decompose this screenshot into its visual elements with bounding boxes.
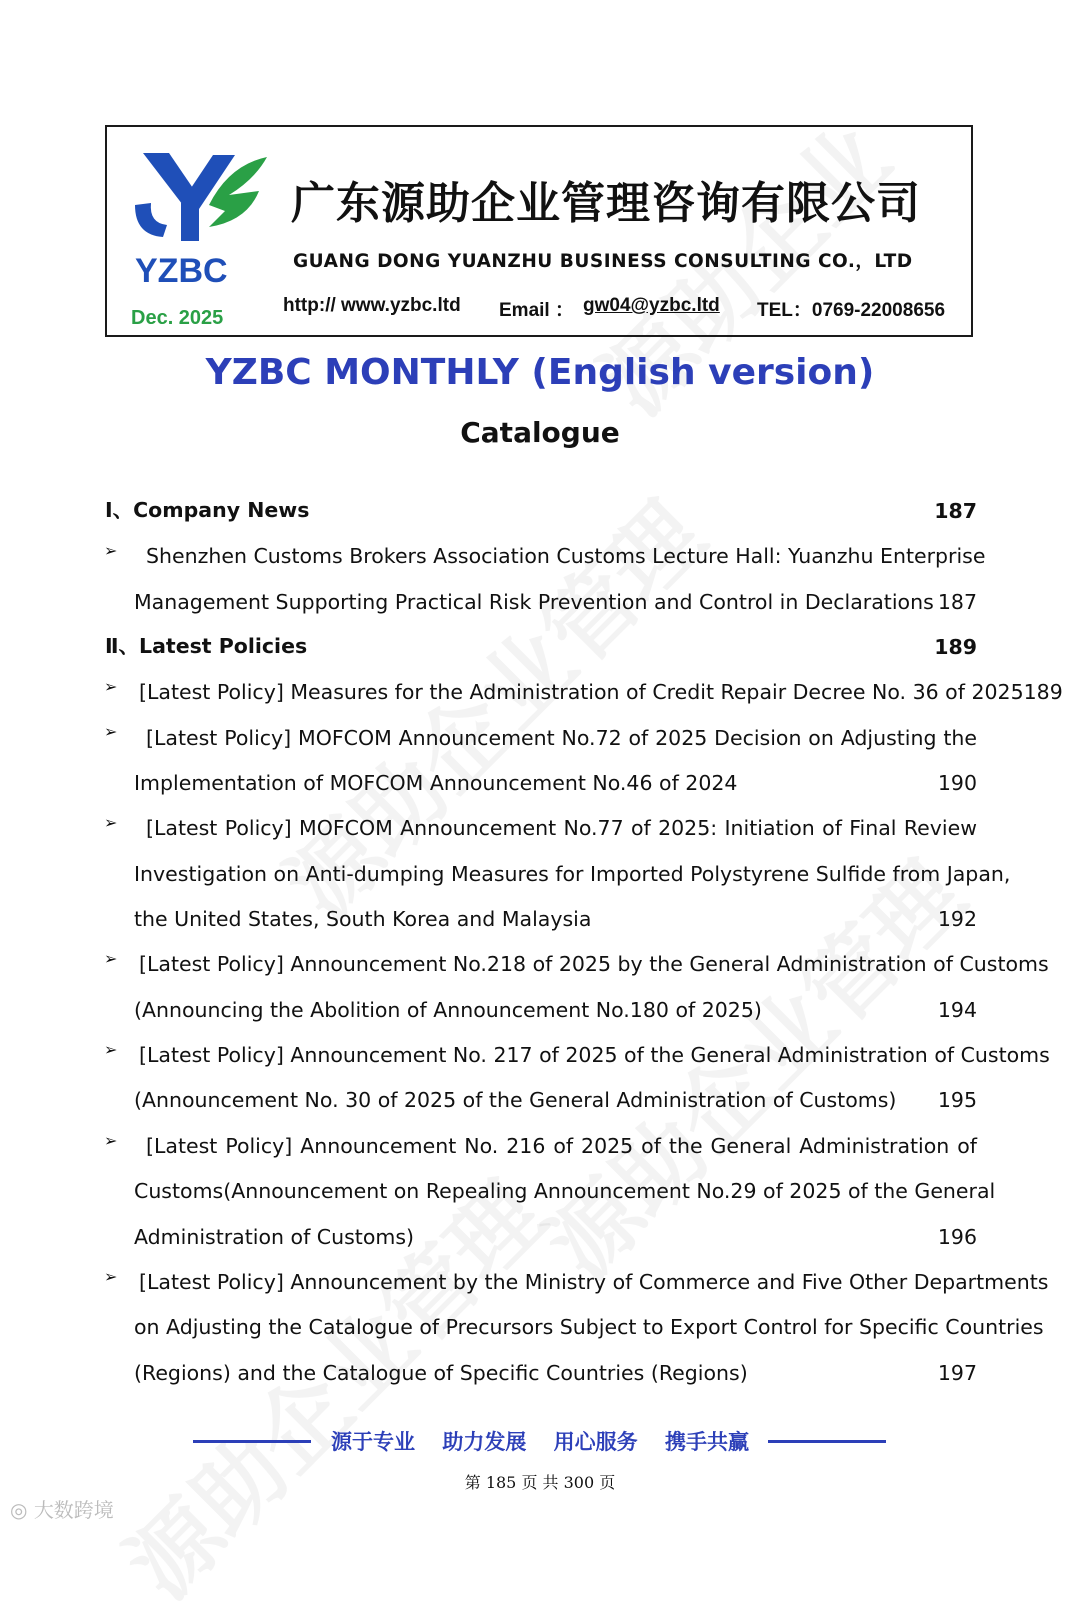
email-link[interactable]: gw04@yzbc.ltd <box>583 295 720 316</box>
toc-section-latest-policies[interactable]: Ⅱ、Latest Policies ..... 189 <box>105 625 977 659</box>
toc-entry-line[interactable]: [Latest Policy] MOFCOM Announcement No.77 of 2025: Initiation of Final Review <box>146 816 977 840</box>
toc-entry-line[interactable]: Shenzhen Customs Brokers Association Customs Lecture Hall: Yuanzhu Enterprise <box>146 544 986 568</box>
toc-entry-line[interactable]: [Latest Policy] Announcement No. 217 of 2025 of the General Administration of Customs <box>139 1043 1050 1067</box>
toc-entry-line[interactable]: on Adjusting the Catalogue of Precursors Subject to Export Control for Specific Countries <box>134 1315 1044 1339</box>
company-logo-icon <box>129 145 277 245</box>
toc-entry-line[interactable]: [Latest Policy] MOFCOM Announcement No.72 of 2025 Decision on Adjusting the <box>146 726 977 750</box>
company-name-en: GUANG DONG YUANZHU BUSINESS CONSULTING CO.，LTD <box>293 251 913 272</box>
catalogue-heading: Catalogue <box>460 416 620 449</box>
bullet-icon: ➢ <box>104 1040 118 1059</box>
source-logo-icon: ◎ <box>10 1498 28 1522</box>
toc-entry-line[interactable]: Management Supporting Practical Risk Prevention and Control in Declarations ..... 187 <box>134 580 977 614</box>
slogan-phrase: 助力发展 <box>442 1430 527 1454</box>
website-link[interactable]: http:// www.yzbc.ltd <box>283 295 461 316</box>
page-number: 第 185 页 共 300 页 <box>464 1473 616 1492</box>
source-watermark: ◎ 大数跨境 <box>10 1498 114 1522</box>
toc-entry-line[interactable]: [Latest Policy] Announcement No.218 of 2025 by the General Administration of Customs <box>139 952 1049 976</box>
footer-slogan <box>0 1426 1080 1456</box>
toc-entry-line[interactable]: (Announcing the Abolition of Announcement No.180 of 2025) ..... 194 <box>134 988 977 1022</box>
toc-entry-line[interactable]: [Latest Policy] Announcement by the Ministry of Commerce and Five Other Departments <box>139 1270 1049 1294</box>
page-title: YZBC MONTHLY (English version) <box>205 352 875 393</box>
bullet-icon: ➢ <box>104 722 118 741</box>
bullet-icon: ➢ <box>104 541 118 560</box>
bullet-icon: ➢ <box>104 813 118 832</box>
toc-entry-line[interactable]: [Latest Policy] Announcement No. 216 of 2025 of the General Administration of <box>146 1134 977 1158</box>
toc-entry-line[interactable]: [Latest Policy] Measures for the Administration of Credit Repair Decree No. 36 of 2025 189 <box>139 680 1063 704</box>
slogan-phrase: 源于专业 <box>331 1430 416 1454</box>
toc-entry-line[interactable]: the United States, South Korea and Malaysia ..... 192 <box>134 897 977 931</box>
toc-entry-line[interactable]: Investigation on Anti-dumping Measures for Imported Polystyrene Sulfide from Japan, <box>134 862 1011 886</box>
issue-date: Dec. 2025 <box>131 307 224 329</box>
logo-text: YZBC <box>135 252 228 290</box>
telephone: TEL：0769-22008656 <box>757 300 946 321</box>
email-label: Email ： <box>499 300 574 321</box>
bullet-icon: ➢ <box>104 677 118 696</box>
bullet-icon: ➢ <box>104 1267 118 1286</box>
company-name-cn: 广东源助企业管理咨询有限公司 <box>291 178 921 229</box>
toc-entry-line[interactable]: (Announcement No. 30 of 2025 of the General Administration of Customs) ..... 195 <box>134 1078 977 1112</box>
toc-entry-line[interactable]: Customs(Announcement on Repealing Announcement No.29 of 2025 of the General <box>134 1179 996 1203</box>
slogan-phrase: 用心服务 <box>553 1430 638 1454</box>
toc-entry-line[interactable]: Administration of Customs) ..... 196 <box>134 1215 977 1249</box>
slogan-phrase: 携手共赢 <box>664 1430 749 1454</box>
toc-entry-line[interactable]: Implementation of MOFCOM Announcement No.46 of 2024 ..... 190 <box>134 761 977 795</box>
bullet-icon: ➢ <box>104 949 118 968</box>
bullet-icon: ➢ <box>104 1131 118 1150</box>
letterhead <box>105 125 973 337</box>
toc-entry-line[interactable]: (Regions) and the Catalogue of Specific Countries (Regions) ..... 197 <box>134 1351 977 1385</box>
toc-section-company-news[interactable]: Ⅰ、Company News ..... 187 <box>105 489 977 523</box>
